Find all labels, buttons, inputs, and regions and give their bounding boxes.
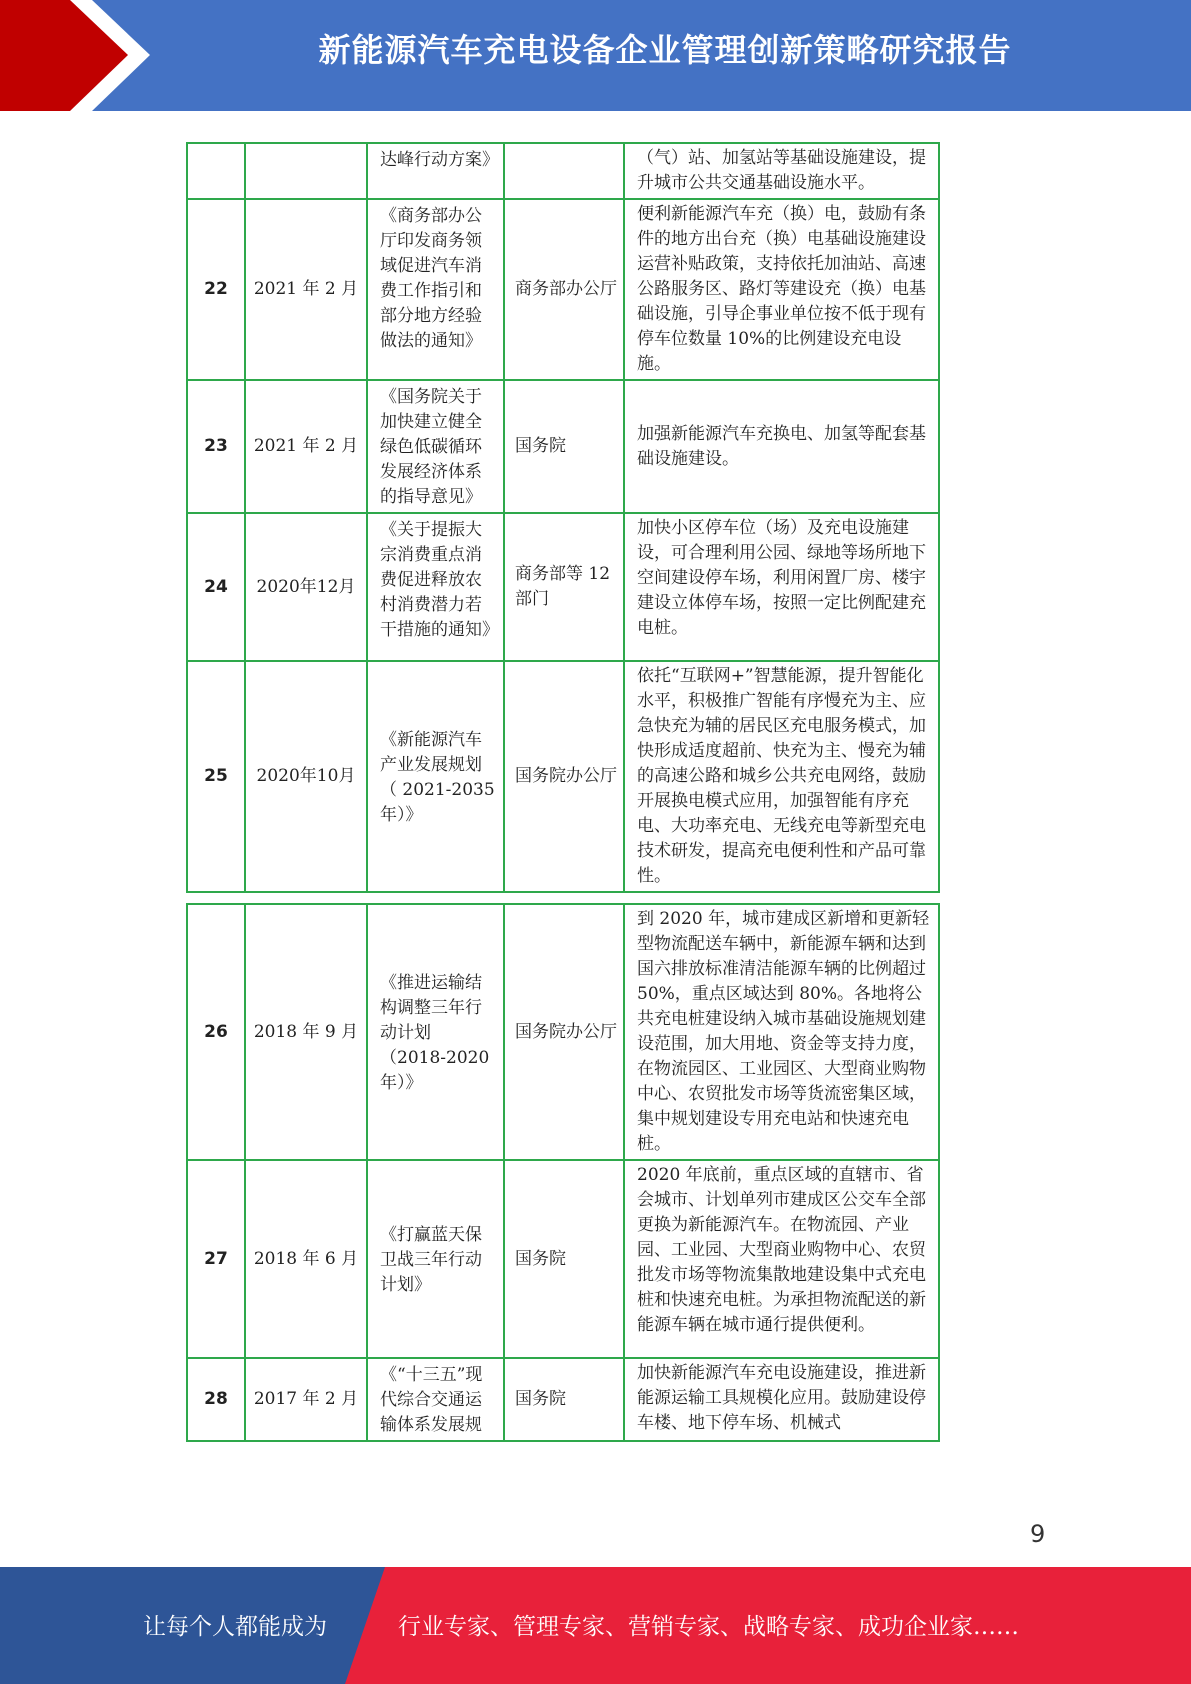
table-row bbox=[187, 513, 939, 661]
row-date: 2017 年 2 月 bbox=[245, 1358, 367, 1441]
row-date: 2018 年 9 月 bbox=[245, 904, 367, 1160]
row-department: 国务院 bbox=[504, 1160, 624, 1358]
row-content: 加快新能源汽车充电设施建设，推进新能源运输工具规模化应用。鼓励建设停车楼、地下停车场、机械式 bbox=[624, 1358, 939, 1441]
row-document: 《打赢蓝天保卫战三年行动计划》 bbox=[367, 1160, 504, 1358]
table-row bbox=[187, 661, 939, 892]
row-document: 《“十三五”现代综合交通运输体系发展规 bbox=[367, 1358, 504, 1441]
row-department: 商务部办公厅 bbox=[504, 199, 624, 380]
row-document: 《新能源汽车产业发展规划（ 2021-2035 年）》 bbox=[367, 661, 504, 892]
row-department: 国务院办公厅 bbox=[504, 661, 624, 892]
row-date: 2021 年 2 月 bbox=[245, 380, 367, 513]
row-content: （气）站、加氢站等基础设施建设，提升城市公共交通基础设施水平。 bbox=[624, 143, 939, 199]
footer-slogan-right: 行业专家、管理专家、营销专家、战略专家、成功企业家…… bbox=[398, 1614, 1019, 1640]
row-date bbox=[245, 143, 367, 199]
row-content: 2020 年底前，重点区域的直辖市、省会城市、计划单列市建成区公交车全部更换为新能源汽车。在物流园、产业园、工业园、大型商业购物中心、农贸批发市场等物流集散地建设集中式充电桩和快速充电桩。为承担物流配送的新能源车辆在城市通行提供便利。 bbox=[624, 1160, 939, 1358]
row-content: 便利新能源汽车充（换）电，鼓励有条件的地方出台充（换）电基础设施建设运营补贴政策，支持依托加油站、高速公路服务区、路灯等建设充（换）电基础设施，引导企事业单位按不低于现有停车位数量 10%的比例建设充电设施。 bbox=[624, 199, 939, 380]
row-department bbox=[504, 143, 624, 199]
row-date: 2018 年 6 月 bbox=[245, 1160, 367, 1358]
row-content: 到 2020 年，城市建成区新增和更新轻型物流配送车辆中，新能源车辆和达到国六排放标准清洁能源车辆的比例超过 50%，重点区域达到 80%。各地将公共充电桩建设纳入城市基础设施规划建设范围，加大用地、资金等支持力度，在物流园区、工业园区、大型商业购物中心、农贸批发市场等货流密集区域，集中规划建设专用充电站和快速充电桩。 bbox=[624, 904, 939, 1160]
row-number: 25 bbox=[187, 661, 245, 892]
row-number: 27 bbox=[187, 1160, 245, 1358]
header-chevron-decoration bbox=[0, 0, 160, 111]
table-row bbox=[187, 1160, 939, 1358]
row-document: 《商务部办公厅印发商务领域促进汽车消费工作指引和部分地方经验做法的通知》 bbox=[367, 199, 504, 380]
report-title: 新能源汽车充电设备企业管理创新策略研究报告 bbox=[318, 31, 1012, 69]
table-row bbox=[187, 199, 939, 380]
policy-table-part1 bbox=[186, 142, 940, 893]
row-content: 加强新能源汽车充换电、加氢等配套基础设施建设。 bbox=[624, 380, 939, 513]
row-department: 国务院 bbox=[504, 380, 624, 513]
row-number: 28 bbox=[187, 1358, 245, 1441]
row-number: 26 bbox=[187, 904, 245, 1160]
table-row bbox=[187, 380, 939, 513]
row-department: 国务院办公厅 bbox=[504, 904, 624, 1160]
row-number bbox=[187, 143, 245, 199]
page-number: 9 bbox=[1030, 1520, 1046, 1548]
row-date: 2020年10月 bbox=[245, 661, 367, 892]
row-document: 《推进运输结构调整三年行动计划（2018-2020 年）》 bbox=[367, 904, 504, 1160]
page-header bbox=[0, 0, 1191, 111]
row-department: 国务院 bbox=[504, 1358, 624, 1441]
row-content: 加快小区停车位（场）及充电设施建设，可合理利用公园、绿地等场所地下空间建设停车场，利用闲置厂房、楼宇建设立体停车场，按照一定比例配建充电桩。 bbox=[624, 513, 939, 661]
row-document: 《国务院关于加快建立健全绿色低碳循环发展经济体系的指导意见》 bbox=[367, 380, 504, 513]
row-number: 23 bbox=[187, 380, 245, 513]
row-number: 24 bbox=[187, 513, 245, 661]
policy-table-part2 bbox=[186, 903, 940, 1442]
footer-slogan-left: 让每个人都能成为 bbox=[143, 1614, 327, 1640]
row-content: 依托“互联网+”智慧能源，提升智能化水平，积极推广智能有序慢充为主、应急快充为辅的居民区充电服务模式，加快形成适度超前、快充为主、慢充为辅的高速公路和城乡公共充电网络，鼓励开展换电模式应用，加强智能有序充电、大功率充电、无线充电等新型充电技术研发，提高充电便利性和产品可靠性。 bbox=[624, 661, 939, 892]
row-number: 22 bbox=[187, 199, 245, 380]
row-date: 2021 年 2 月 bbox=[245, 199, 367, 380]
row-document: 《关于提振大宗消费重点消费促进释放农村消费潜力若干措施的通知》 bbox=[367, 513, 504, 661]
table-row bbox=[187, 904, 939, 1160]
table-row bbox=[187, 143, 939, 199]
table-row bbox=[187, 1358, 939, 1441]
row-department: 商务部等 12 部门 bbox=[504, 513, 624, 661]
row-document: 达峰行动方案》 bbox=[367, 143, 504, 199]
row-date: 2020年12月 bbox=[245, 513, 367, 661]
